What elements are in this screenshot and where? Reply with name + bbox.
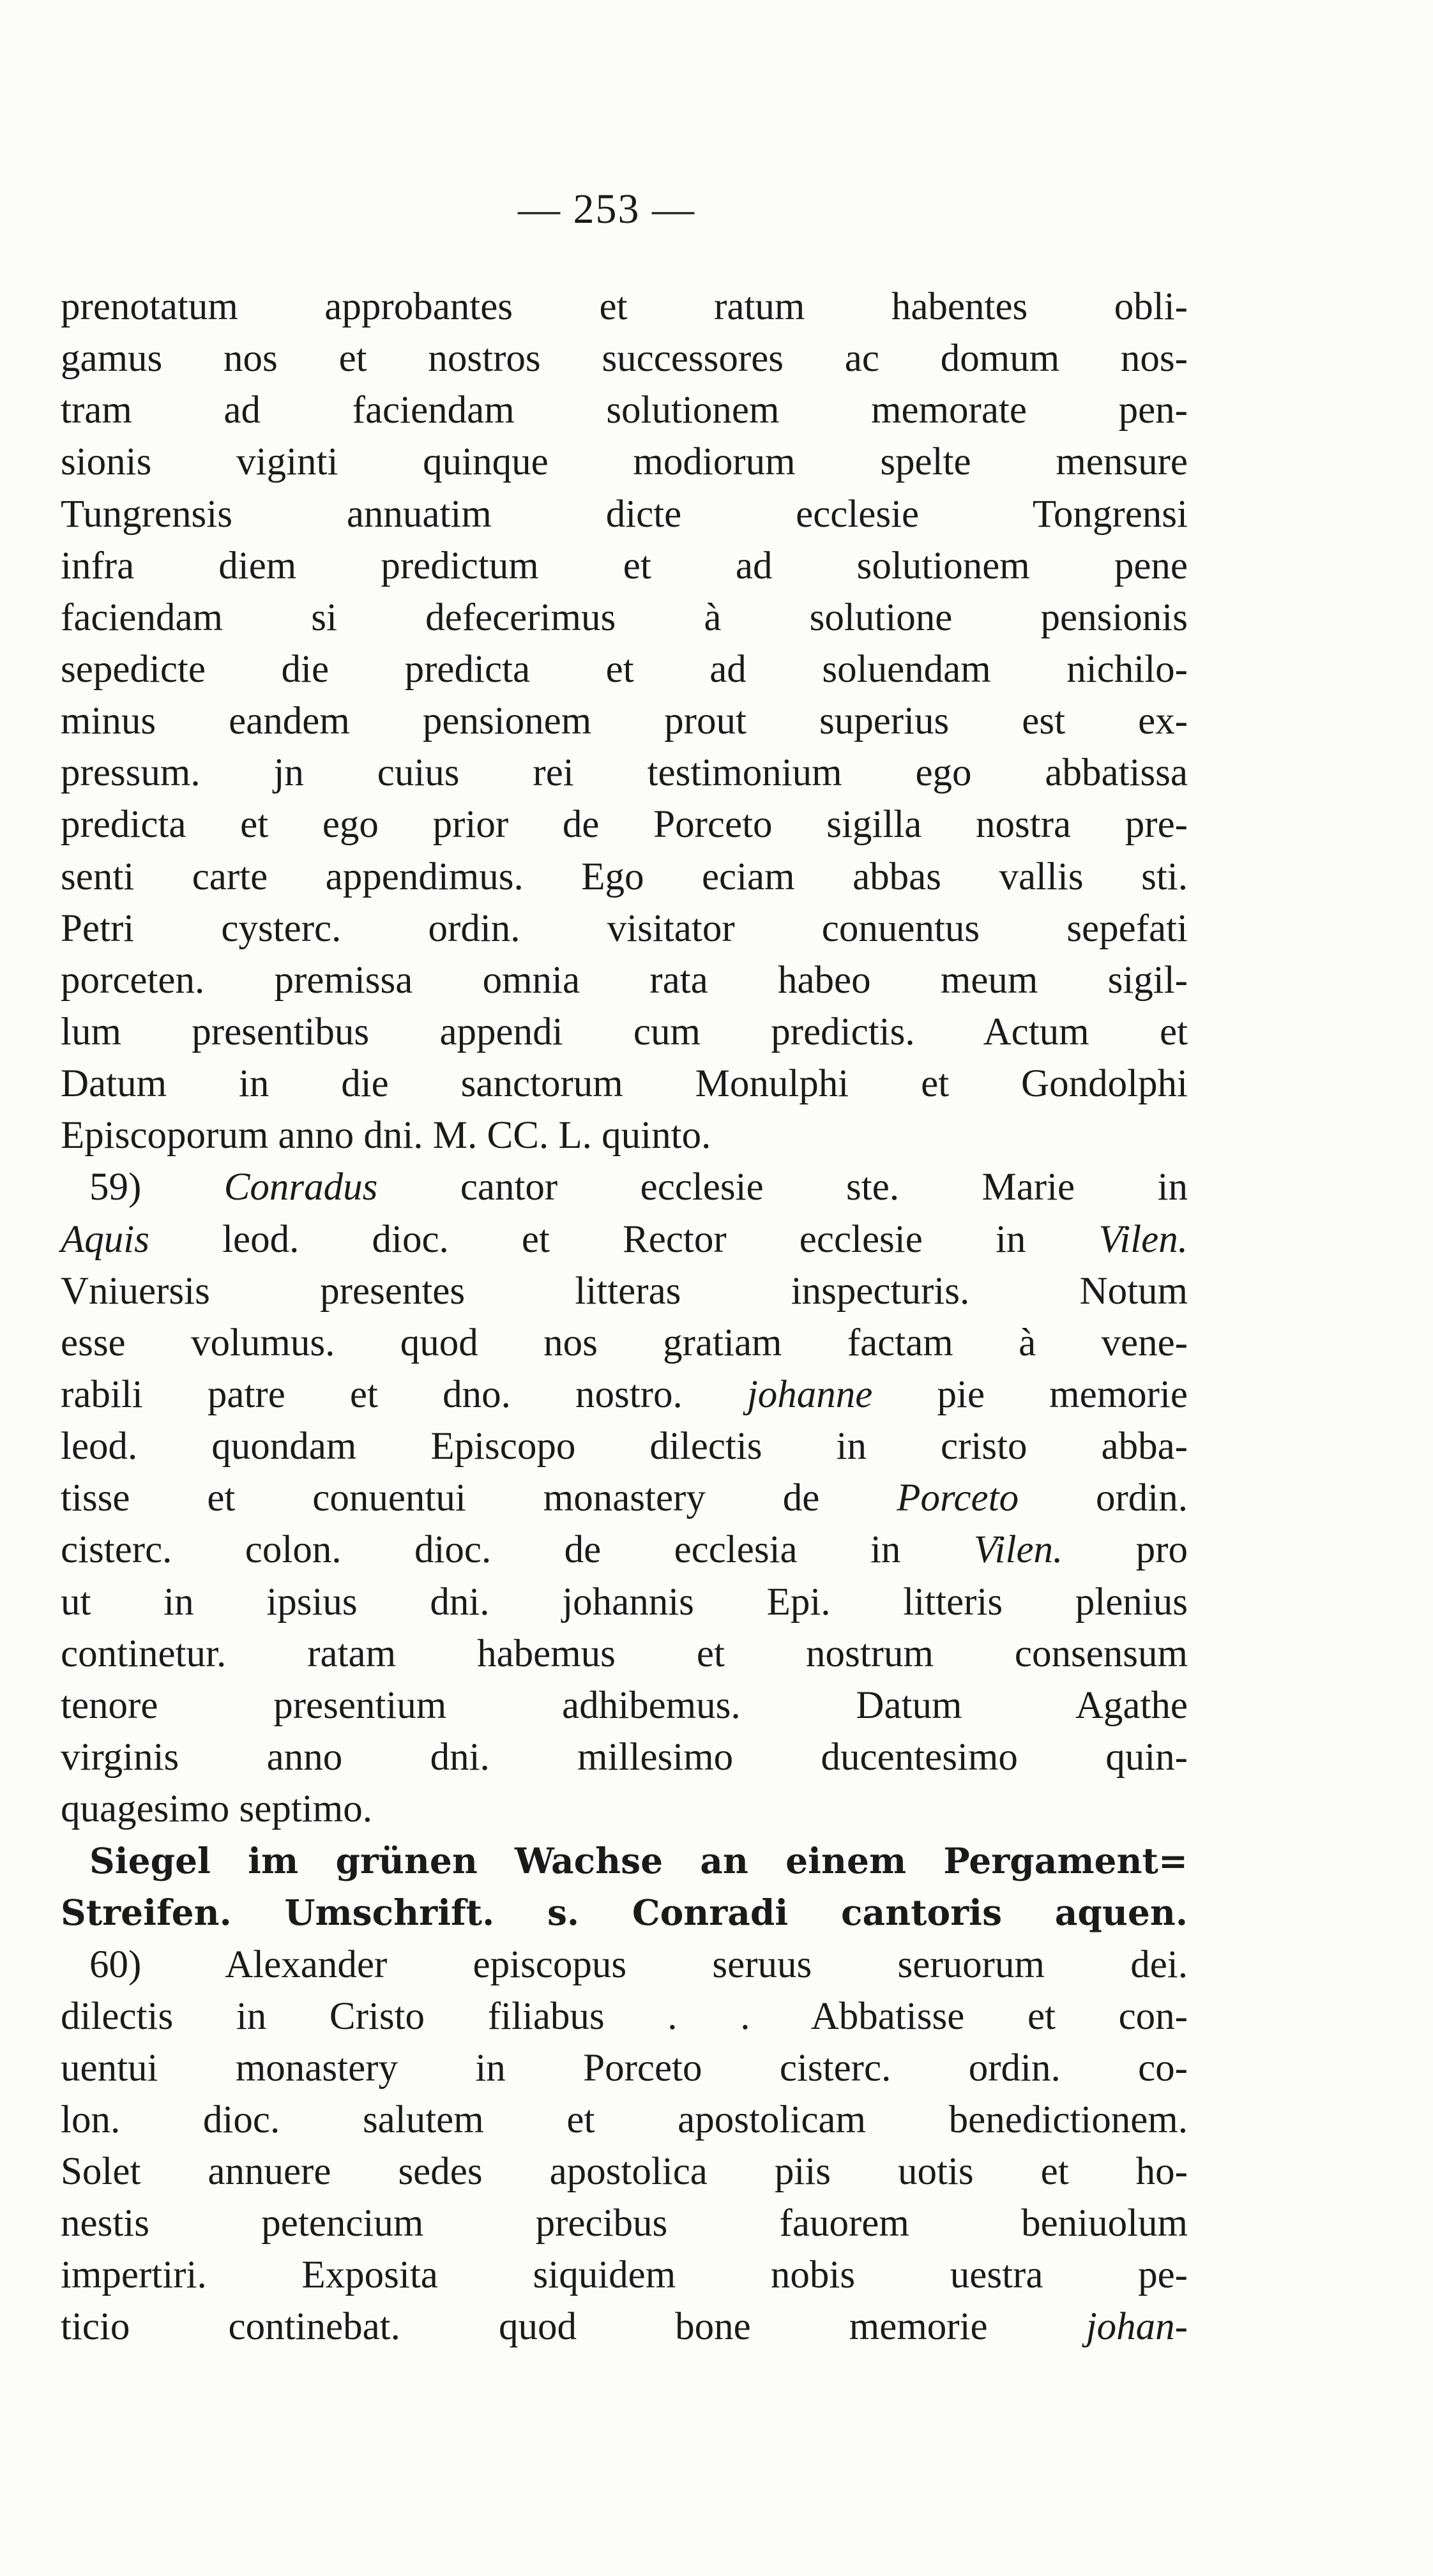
text-span: ordin. [1019,1477,1188,1520]
text-span: s. Conradi cantoris aquen. [547,1892,1188,1934]
text-span: lon. dioc. salutem et apostolicam benedictionem. [61,2098,1188,2141]
text-line [61,954,1188,1006]
text-span: infra diem predictum et ad solutionem pene [61,544,1188,587]
text-line [61,1783,1188,1835]
text-line [61,281,1188,333]
text-span: leod. quondam Episcopo dilectis in cristo abba- [61,1425,1188,1468]
text-span: minus eandem pensionem prout superius est ex- [61,700,1188,743]
text-line [61,851,1188,903]
text-line [61,1887,1188,1938]
text-span: cantor ecclesie ste. Marie in [377,1166,1188,1209]
italic-text: Porceto [897,1477,1019,1520]
text-span: Streifen. Umschrift. [61,1892,547,1934]
text-line [61,1110,1188,1161]
text-span: Datum in die sanctorum Monulphi et Gondolphi [61,1062,1188,1106]
text-line [61,592,1188,644]
text-line [61,1265,1188,1317]
italic-text: johan- [1086,2305,1188,2349]
text-span: tram ad faciendam solutionem memorate pen- [61,389,1188,432]
text-line [61,1369,1188,1420]
text-span: 59) [89,1166,224,1209]
text-line [61,2249,1188,2301]
italic-text: Aquis [61,1217,149,1261]
text-span: tisse et conuentui monastery de [61,1477,897,1520]
text-line [61,1680,1188,1731]
text-span: Petri cysterc. ordin. visitator conuentus sepefati [61,907,1188,950]
text-span: porceten. premissa omnia rata habeo meum sigil- [61,958,1188,1002]
text-span: sepedicte die predicta et ad soluendam nichilo- [61,647,1188,691]
text-line [61,333,1188,384]
text-span: ticio continebat. quod bone memorie [61,2305,1086,2349]
text-line [61,799,1188,850]
text-line [61,1524,1188,1576]
text-span: faciendam si defecerimus à solutione pensionis [61,596,1188,639]
body-text [61,281,1188,2353]
text-span: Siegel im grünen Wachse an einem Pergament= [89,1840,1188,1882]
text-span: leod. dioc. et Rector ecclesie in [149,1217,1099,1261]
text-line [61,1731,1188,1783]
text-span: lum presentibus appendi cum predictis. Actum et [61,1010,1188,1053]
text-span: virginis anno dni. millesimo ducentesimo quin- [61,1735,1188,1779]
text-span: continetur. ratam habemus et nostrum consensum [61,1632,1188,1675]
text-span: impertiri. Exposita siquidem nobis uestra pe- [61,2254,1188,2297]
text-line [61,2146,1188,2197]
text-span: pro [1063,1528,1188,1572]
text-span: prenotatum approbantes et ratum habentes obli- [61,285,1188,328]
text-span: gamus nos et nostros successores ac domum nos- [61,337,1188,380]
text-line [61,488,1188,540]
italic-text: johanne [747,1373,873,1416]
text-line [61,695,1188,747]
text-line [61,644,1188,695]
italic-text: Conradus [224,1166,378,1209]
text-span: Solet annuere sedes apostolica piis uotis et ho- [61,2150,1188,2194]
text-span: tenore presentium adhibemus. Datum Agathe [61,1683,1188,1727]
text-line [61,1420,1188,1472]
text-line [61,1058,1188,1110]
text-line [61,1939,1188,1991]
text-span: Tungrensis annuatim dicte ecclesie Tongrensi [61,492,1188,536]
text-line [61,747,1188,799]
text-line [61,1214,1188,1265]
text-span: 60) Alexander episcopus seruus seruorum dei. [89,1943,1188,1986]
text-span: predicta et ego prior de Porceto sigilla nostra pre- [61,803,1188,847]
text-line [61,1317,1188,1369]
text-line [61,436,1188,488]
text-line [61,1628,1188,1680]
text-line [61,1835,1188,1887]
text-span: dilectis in Cristo filiabus . . Abbatisse et con- [61,1994,1188,2038]
text-span: Episcoporum anno dni. M. CC. L. quinto. [61,1114,711,1157]
text-line [61,384,1188,436]
text-span: rabili patre et dno. nostro. [61,1373,747,1416]
text-span: sionis viginti quinque modiorum spelte mensure [61,441,1188,484]
text-line [61,1991,1188,2042]
text-line [61,2301,1188,2353]
text-line [61,2094,1188,2146]
text-span: quagesimo septimo. [61,1788,372,1831]
text-span: senti carte appendimus. Ego eciam abbas vallis sti. [61,855,1188,898]
text-span: Vniuersis presentes litteras inspecturis. Notum [61,1269,1188,1313]
text-span: pressum. jn cuius rei testimonium ego abbatissa [61,751,1188,795]
italic-text: Vilen. [973,1528,1063,1572]
text-span: nestis petencium precibus fauorem beniuolum [61,2202,1188,2245]
text-line [61,903,1188,954]
text-span: ut in ipsius dni. johannis Epi. litteris plenius [61,1580,1188,1623]
text-line [61,1576,1188,1628]
text-line [61,1161,1188,1213]
text-span: esse volumus. quod nos gratiam factam à vene- [61,1321,1188,1364]
text-line [61,540,1188,592]
text-line [61,2197,1188,2249]
text-span: pie memorie [872,1373,1188,1416]
text-span: cisterc. colon. dioc. de ecclesia in [61,1528,974,1572]
italic-text: Vilen. [1098,1217,1188,1261]
text-line [61,1472,1188,1524]
text-line [61,2042,1188,2094]
text-span: uentui monastery in Porceto cisterc. ordin. co- [61,2046,1188,2090]
text-line [61,1006,1188,1058]
page-number: — 253 — [518,186,695,232]
